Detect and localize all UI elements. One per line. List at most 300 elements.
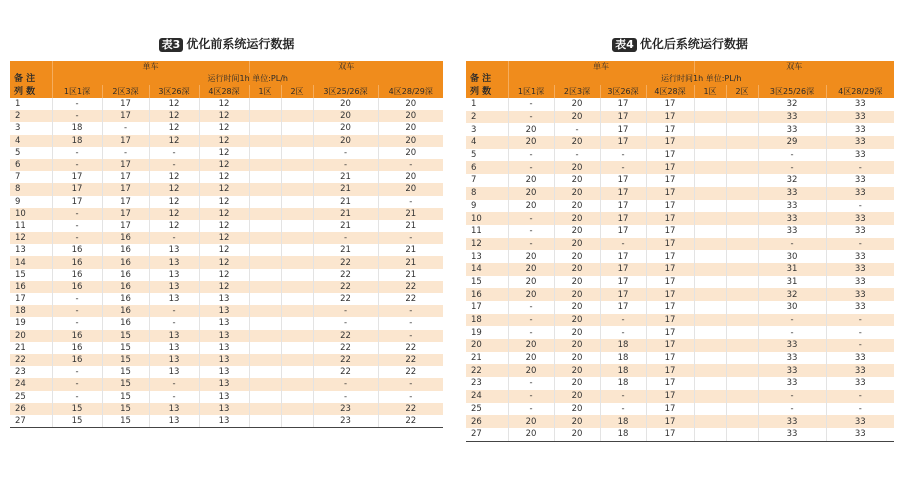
table-cell: 15 bbox=[102, 403, 149, 415]
table-cell: 15 bbox=[102, 391, 149, 403]
table-row bbox=[10, 403, 443, 415]
table-cell: - bbox=[600, 238, 646, 251]
table-cell: 13 bbox=[199, 403, 249, 415]
table-cell: 17 bbox=[646, 200, 694, 213]
table-cell: 17 bbox=[646, 111, 694, 124]
table-cell bbox=[281, 122, 313, 134]
table-cell bbox=[281, 110, 313, 122]
table-cell: 33 bbox=[826, 187, 894, 200]
table-cell: - bbox=[378, 330, 443, 342]
table-cell: - bbox=[313, 159, 378, 171]
table-cell: 13 bbox=[149, 293, 199, 305]
table-cell: 20 bbox=[554, 111, 600, 124]
table-cell: 21 bbox=[313, 208, 378, 220]
column-header: 1区1深 bbox=[508, 85, 554, 98]
table-cell: 20 bbox=[554, 403, 600, 416]
table-cell: - bbox=[826, 314, 894, 327]
table-cell: 22 bbox=[313, 293, 378, 305]
row-number-cell: 5 bbox=[10, 147, 52, 159]
table-cell: 33 bbox=[826, 149, 894, 162]
table-cell: 33 bbox=[826, 301, 894, 314]
table-cell: 17 bbox=[600, 250, 646, 263]
table-cell: 33 bbox=[758, 352, 826, 365]
table-cell bbox=[726, 174, 758, 187]
table-cell bbox=[694, 187, 726, 200]
table-cell: 13 bbox=[199, 305, 249, 317]
table-cell: 18 bbox=[600, 415, 646, 428]
table-row bbox=[466, 212, 894, 225]
table-cell bbox=[726, 377, 758, 390]
table-row bbox=[10, 354, 443, 366]
table-row bbox=[10, 342, 443, 354]
table-cell: 15 bbox=[52, 415, 102, 428]
row-number-cell: 10 bbox=[10, 208, 52, 220]
table-cell bbox=[726, 301, 758, 314]
table-cell: 22 bbox=[378, 342, 443, 354]
table-cell: - bbox=[52, 293, 102, 305]
table-cell: 20 bbox=[554, 200, 600, 213]
table-row bbox=[466, 111, 894, 124]
table-cell: 22 bbox=[313, 366, 378, 378]
row-number-cell: 17 bbox=[10, 293, 52, 305]
table-cell: - bbox=[149, 147, 199, 159]
table-cell bbox=[249, 378, 281, 390]
row-number-cell: 5 bbox=[466, 149, 508, 162]
row-number-cell: 24 bbox=[466, 390, 508, 403]
table-cell bbox=[249, 244, 281, 256]
table-cell bbox=[281, 244, 313, 256]
table-cell bbox=[694, 352, 726, 365]
table-cell: 33 bbox=[826, 276, 894, 289]
table-cell: 17 bbox=[646, 136, 694, 149]
table-cell bbox=[694, 136, 726, 149]
row-number-cell: 1 bbox=[466, 98, 508, 111]
table-cell: 17 bbox=[646, 352, 694, 365]
row-number-cell: 16 bbox=[466, 288, 508, 301]
table-cell: - bbox=[52, 366, 102, 378]
table-row bbox=[466, 123, 894, 136]
table-cell: 13 bbox=[149, 342, 199, 354]
table-cell: 29 bbox=[758, 136, 826, 149]
table-cell: 20 bbox=[378, 98, 443, 110]
table-cell: 20 bbox=[508, 276, 554, 289]
table-cell bbox=[726, 123, 758, 136]
table-cell: 17 bbox=[102, 159, 149, 171]
table-cell: 20 bbox=[508, 428, 554, 441]
table-cell: 12 bbox=[149, 110, 199, 122]
column-header: 4区28深 bbox=[646, 85, 694, 98]
table-cell: 17 bbox=[52, 183, 102, 195]
table-cell: 16 bbox=[52, 256, 102, 268]
row-number-cell: 8 bbox=[10, 183, 52, 195]
table-cell: 13 bbox=[149, 281, 199, 293]
table-row bbox=[10, 232, 443, 244]
table-row bbox=[10, 293, 443, 305]
table-cell: 16 bbox=[102, 317, 149, 329]
table-cell: 18 bbox=[52, 135, 102, 147]
row-number-cell: 17 bbox=[466, 301, 508, 314]
table-cell: 17 bbox=[600, 225, 646, 238]
table-cell bbox=[726, 161, 758, 174]
table-cell bbox=[249, 269, 281, 281]
table-cell bbox=[249, 220, 281, 232]
table-cell: 20 bbox=[313, 122, 378, 134]
table-row bbox=[10, 366, 443, 378]
table-cell bbox=[726, 352, 758, 365]
table-row bbox=[466, 403, 894, 416]
table-cell: 16 bbox=[102, 269, 149, 281]
row-number-cell: 9 bbox=[466, 200, 508, 213]
single-car-header: 单车 bbox=[52, 61, 249, 73]
table-row bbox=[10, 281, 443, 293]
table-row bbox=[10, 415, 443, 428]
table-cell: 20 bbox=[554, 174, 600, 187]
table-row bbox=[466, 326, 894, 339]
table-cell: 20 bbox=[554, 263, 600, 276]
table-cell: - bbox=[758, 403, 826, 416]
table-row bbox=[10, 256, 443, 268]
row-number-cell: 15 bbox=[10, 269, 52, 281]
table-cell: - bbox=[600, 403, 646, 416]
table-cell: 18 bbox=[600, 377, 646, 390]
table-cell: 12 bbox=[199, 269, 249, 281]
table-cell: 15 bbox=[102, 366, 149, 378]
column-header: 4区28/29深 bbox=[826, 85, 894, 98]
table-cell bbox=[281, 391, 313, 403]
table-cell bbox=[694, 212, 726, 225]
table-cell: 33 bbox=[826, 225, 894, 238]
double-car-header: 双车 bbox=[249, 61, 443, 73]
table-row bbox=[10, 183, 443, 195]
table-cell: 17 bbox=[646, 428, 694, 441]
table-cell bbox=[694, 276, 726, 289]
table-cell: - bbox=[508, 403, 554, 416]
row-number-cell: 23 bbox=[466, 377, 508, 390]
table-cell: 30 bbox=[758, 250, 826, 263]
row-number-cell: 15 bbox=[466, 276, 508, 289]
table-cell: 20 bbox=[508, 187, 554, 200]
table-cell bbox=[694, 111, 726, 124]
table-cell: - bbox=[149, 391, 199, 403]
table-cell: 16 bbox=[102, 256, 149, 268]
row-number-cell: 18 bbox=[466, 314, 508, 327]
table-row bbox=[466, 200, 894, 213]
table-cell bbox=[694, 263, 726, 276]
table-cell: 20 bbox=[378, 122, 443, 134]
table-cell: - bbox=[52, 147, 102, 159]
table-cell bbox=[726, 364, 758, 377]
table-cell: 15 bbox=[102, 354, 149, 366]
table-cell: 33 bbox=[826, 136, 894, 149]
row-number-cell: 27 bbox=[10, 415, 52, 428]
table-cell: - bbox=[600, 314, 646, 327]
table-cell bbox=[281, 269, 313, 281]
row-number-cell: 24 bbox=[10, 378, 52, 390]
table-cell bbox=[694, 161, 726, 174]
column-header: 3区26深 bbox=[149, 85, 199, 98]
table-cell bbox=[726, 288, 758, 301]
table-cell: 17 bbox=[646, 339, 694, 352]
table-cell: - bbox=[313, 378, 378, 390]
table-cell bbox=[281, 183, 313, 195]
table-cell: - bbox=[102, 147, 149, 159]
table-cell: - bbox=[826, 403, 894, 416]
table-cell: - bbox=[600, 326, 646, 339]
table-cell: - bbox=[826, 200, 894, 213]
table-cell bbox=[281, 98, 313, 110]
table-cell: 17 bbox=[102, 135, 149, 147]
table-cell bbox=[249, 159, 281, 171]
table-cell: 17 bbox=[102, 171, 149, 183]
table-cell bbox=[281, 330, 313, 342]
table-cell: 33 bbox=[758, 187, 826, 200]
row-number-cell: 20 bbox=[10, 330, 52, 342]
table-cell bbox=[726, 98, 758, 111]
table-cell: 13 bbox=[199, 354, 249, 366]
table-cell: 18 bbox=[600, 339, 646, 352]
table-cell bbox=[281, 281, 313, 293]
table-cell: 15 bbox=[102, 342, 149, 354]
table-cell bbox=[694, 288, 726, 301]
table-cell: - bbox=[508, 314, 554, 327]
table-cell: 16 bbox=[52, 281, 102, 293]
row-number-cell: 12 bbox=[466, 238, 508, 251]
table-cell: 20 bbox=[508, 136, 554, 149]
table-cell: 12 bbox=[199, 244, 249, 256]
table-cell: 20 bbox=[378, 171, 443, 183]
table-row bbox=[10, 378, 443, 390]
row-number-cell: 27 bbox=[466, 428, 508, 441]
table-cell: 33 bbox=[826, 263, 894, 276]
table-cell: 13 bbox=[149, 269, 199, 281]
row-number-cell: 6 bbox=[10, 159, 52, 171]
table-cell: 20 bbox=[378, 147, 443, 159]
table-cell: - bbox=[826, 390, 894, 403]
table-cell: 30 bbox=[758, 301, 826, 314]
table-cell: - bbox=[52, 110, 102, 122]
table-cell: - bbox=[758, 314, 826, 327]
table-cell: 22 bbox=[378, 366, 443, 378]
table-cell bbox=[281, 317, 313, 329]
table-cell: 20 bbox=[554, 377, 600, 390]
table-cell: 20 bbox=[378, 110, 443, 122]
table-cell: 21 bbox=[378, 256, 443, 268]
table-cell: 20 bbox=[554, 161, 600, 174]
table-cell bbox=[249, 403, 281, 415]
table-cell bbox=[249, 110, 281, 122]
table-cell bbox=[281, 342, 313, 354]
table-row bbox=[10, 171, 443, 183]
table-cell: 17 bbox=[646, 377, 694, 390]
table-cell: 23 bbox=[313, 415, 378, 428]
table-cell bbox=[726, 200, 758, 213]
table-cell: - bbox=[508, 212, 554, 225]
table-cell: 33 bbox=[826, 212, 894, 225]
table-cell: - bbox=[149, 305, 199, 317]
table-cell: - bbox=[52, 232, 102, 244]
table-cell: - bbox=[52, 159, 102, 171]
table-cell bbox=[694, 428, 726, 441]
table-cell: 16 bbox=[52, 354, 102, 366]
table-cell: 17 bbox=[646, 314, 694, 327]
table-cell: 17 bbox=[600, 301, 646, 314]
table-cell: 12 bbox=[149, 98, 199, 110]
table-cell: 13 bbox=[149, 256, 199, 268]
table-cell bbox=[249, 330, 281, 342]
table-cell bbox=[281, 293, 313, 305]
table-cell: 17 bbox=[646, 364, 694, 377]
column-header: 4区28深 bbox=[199, 85, 249, 98]
table-row bbox=[10, 110, 443, 122]
table-title-text: 优化后系统运行数据 bbox=[639, 37, 748, 51]
table-cell: 20 bbox=[508, 415, 554, 428]
row-number-cell: 3 bbox=[466, 123, 508, 136]
table-cell: 17 bbox=[646, 301, 694, 314]
table-cell: 33 bbox=[826, 377, 894, 390]
corner-cell bbox=[10, 61, 52, 73]
table-cell: 17 bbox=[102, 208, 149, 220]
table-cell bbox=[726, 225, 758, 238]
table-cell: 20 bbox=[554, 238, 600, 251]
table-cell: 17 bbox=[646, 187, 694, 200]
table-cell bbox=[694, 225, 726, 238]
table-cell: 20 bbox=[554, 314, 600, 327]
table-cell: 17 bbox=[102, 183, 149, 195]
column-count-label: 列 数 bbox=[10, 85, 52, 98]
row-number-cell: 11 bbox=[10, 220, 52, 232]
table-cell: - bbox=[508, 98, 554, 111]
table-cell: 23 bbox=[313, 403, 378, 415]
table-cell: 17 bbox=[102, 196, 149, 208]
table-row bbox=[10, 135, 443, 147]
table-cell: 12 bbox=[149, 171, 199, 183]
table-cell: - bbox=[378, 232, 443, 244]
table-cell bbox=[726, 187, 758, 200]
table-row bbox=[10, 269, 443, 281]
table-cell bbox=[281, 403, 313, 415]
table-cell: 17 bbox=[646, 161, 694, 174]
table-cell: 33 bbox=[826, 352, 894, 365]
table-row bbox=[10, 159, 443, 171]
table-cell bbox=[726, 390, 758, 403]
table-cell: 22 bbox=[378, 415, 443, 428]
table-cell: 33 bbox=[826, 174, 894, 187]
table-cell: 20 bbox=[508, 364, 554, 377]
table-row bbox=[466, 390, 894, 403]
table-cell: 17 bbox=[52, 196, 102, 208]
table-cell: - bbox=[758, 161, 826, 174]
table-cell: 21 bbox=[313, 183, 378, 195]
table-cell: 17 bbox=[646, 250, 694, 263]
table-cell bbox=[249, 415, 281, 428]
table-cell bbox=[249, 256, 281, 268]
table-cell: 12 bbox=[199, 147, 249, 159]
table-cell: - bbox=[149, 378, 199, 390]
table-cell: - bbox=[826, 238, 894, 251]
table-cell: - bbox=[378, 159, 443, 171]
table-row bbox=[466, 301, 894, 314]
table-cell: 22 bbox=[313, 281, 378, 293]
table-cell: 20 bbox=[554, 390, 600, 403]
table-cell: - bbox=[508, 377, 554, 390]
table-cell bbox=[281, 232, 313, 244]
table-row bbox=[466, 238, 894, 251]
table-cell bbox=[694, 250, 726, 263]
table-cell: 22 bbox=[378, 354, 443, 366]
row-number-cell: 22 bbox=[10, 354, 52, 366]
row-number-cell: 22 bbox=[466, 364, 508, 377]
table-cell: 15 bbox=[102, 378, 149, 390]
row-number-cell: 2 bbox=[10, 110, 52, 122]
column-header: 1区1深 bbox=[52, 85, 102, 98]
table-cell: 33 bbox=[758, 212, 826, 225]
table-cell: 20 bbox=[554, 98, 600, 111]
table-cell: 18 bbox=[600, 364, 646, 377]
table-cell bbox=[694, 339, 726, 352]
table-cell bbox=[726, 111, 758, 124]
table-cell: 20 bbox=[554, 136, 600, 149]
table-badge: 表3 bbox=[159, 38, 184, 52]
table-cell bbox=[281, 354, 313, 366]
table-row bbox=[466, 288, 894, 301]
table-cell: 20 bbox=[554, 364, 600, 377]
table-cell: - bbox=[758, 238, 826, 251]
table-cell: 15 bbox=[102, 330, 149, 342]
table-cell: 17 bbox=[646, 98, 694, 111]
table-cell: 22 bbox=[313, 330, 378, 342]
table-cell: 12 bbox=[199, 208, 249, 220]
table-cell: - bbox=[378, 317, 443, 329]
table-cell: 17 bbox=[646, 123, 694, 136]
table-cell bbox=[281, 159, 313, 171]
table-cell: 12 bbox=[199, 183, 249, 195]
table-row bbox=[466, 364, 894, 377]
table-cell: 22 bbox=[313, 354, 378, 366]
row-number-cell: 26 bbox=[10, 403, 52, 415]
table-row bbox=[466, 352, 894, 365]
table-title bbox=[10, 35, 443, 52]
table-cell: - bbox=[600, 390, 646, 403]
table-row bbox=[10, 147, 443, 159]
row-number-cell: 1 bbox=[10, 98, 52, 110]
column-header: 2区3深 bbox=[554, 85, 600, 98]
table-cell bbox=[249, 281, 281, 293]
remark-label: 备 注 bbox=[466, 73, 508, 85]
table-cell bbox=[249, 171, 281, 183]
data-table bbox=[10, 61, 443, 428]
table-cell: 17 bbox=[600, 212, 646, 225]
row-number-cell: 2 bbox=[466, 111, 508, 124]
table-cell: 17 bbox=[600, 123, 646, 136]
table-cell: 33 bbox=[826, 288, 894, 301]
table-row bbox=[10, 305, 443, 317]
table-cell: - bbox=[313, 317, 378, 329]
table-row bbox=[466, 276, 894, 289]
table-cell bbox=[694, 377, 726, 390]
table-cell: 20 bbox=[508, 288, 554, 301]
table-cell: 32 bbox=[758, 288, 826, 301]
table-cell: 33 bbox=[758, 123, 826, 136]
column-header: 2区 bbox=[726, 85, 758, 98]
table-cell: - bbox=[149, 232, 199, 244]
table-cell: - bbox=[52, 305, 102, 317]
table-row bbox=[466, 314, 894, 327]
table-cell: 17 bbox=[646, 225, 694, 238]
table-cell bbox=[281, 208, 313, 220]
table-cell: 16 bbox=[52, 244, 102, 256]
table-cell: 21 bbox=[313, 196, 378, 208]
table-cell bbox=[726, 136, 758, 149]
